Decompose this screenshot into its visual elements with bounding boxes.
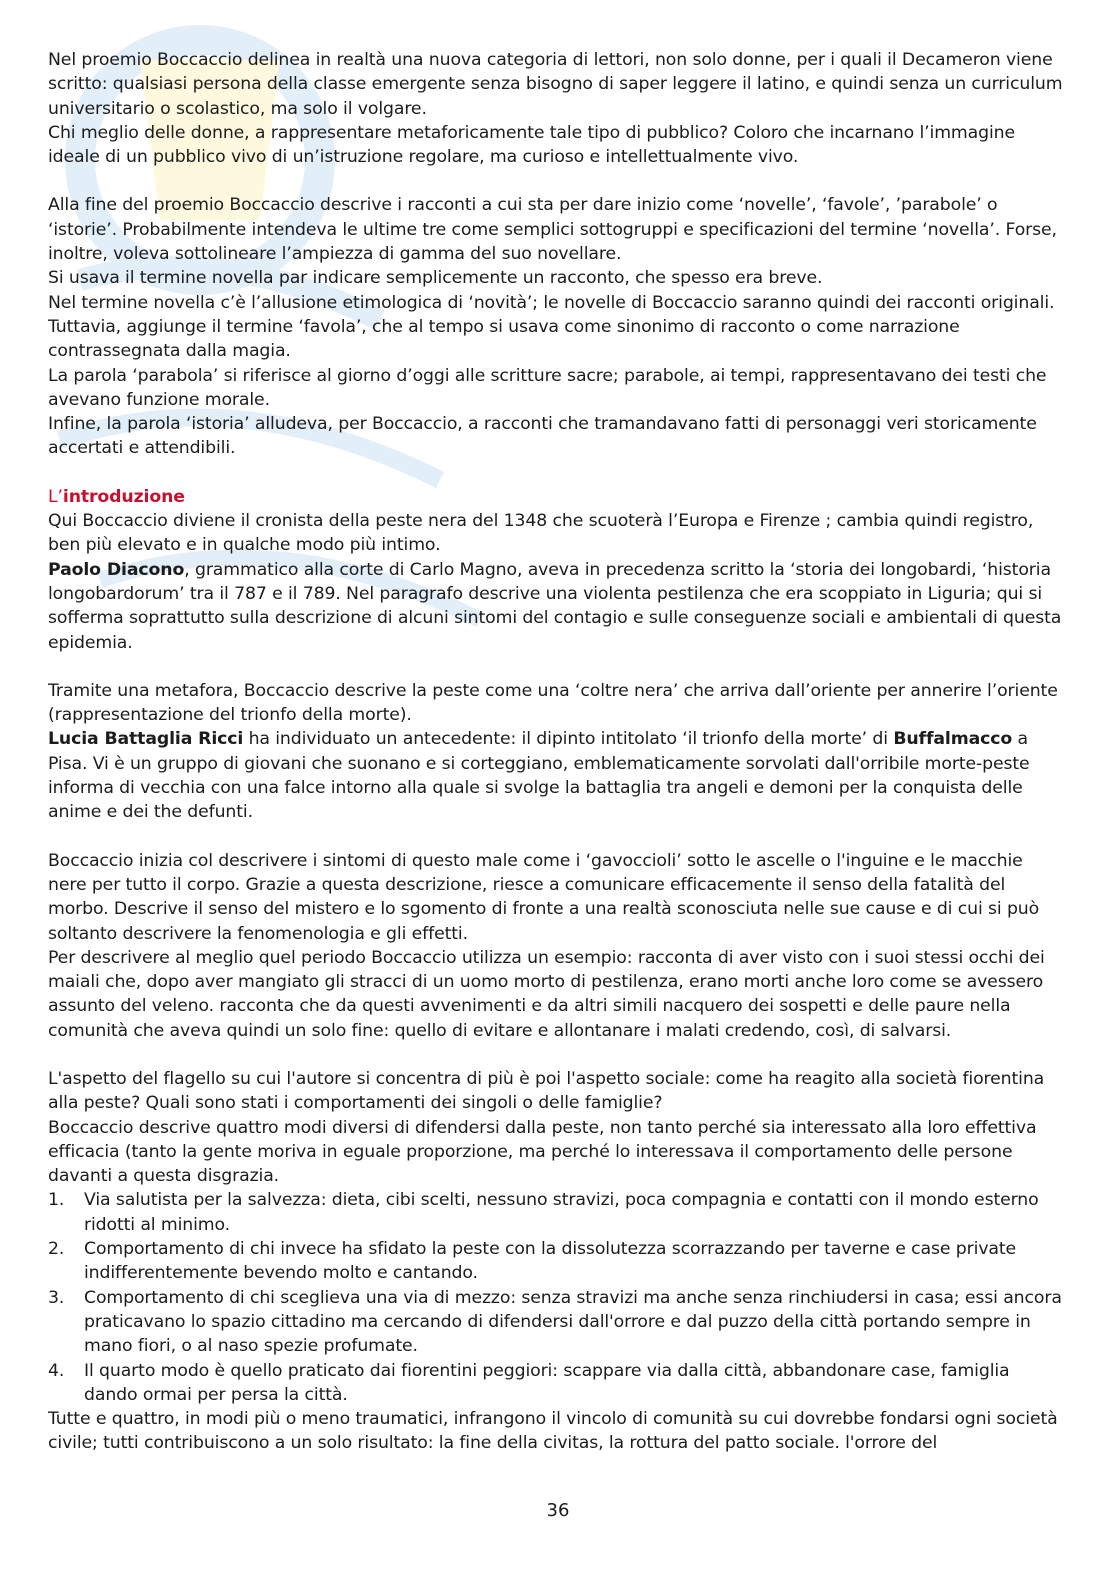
page-number: 36 bbox=[546, 1500, 570, 1521]
paragraph: Lucia Battaglia Ricci ha individuato un antecedente: il dipinto intitolato ‘il trionfo della morte’ di Buffalmacco a Pisa. Vi è un gruppo di giovani che suonano e si corteggiano, emblematicamente sorvolati dall'orribile morte-peste informa di vecchia con una falce intorno alla quale si svolge la battaglia tra angeli e demoni per la conquista delle anime e dei the defunti. bbox=[48, 729, 1030, 823]
paragraph: Boccaccio descrive quattro modi diversi di difendersi dalla peste, non tanto perché sia interessato alla loro effettiva efficacia (tanto la gente moriva in eguale proporzione, ma perché lo interessava il comportamento delle persone davanti a questa disgrazia. bbox=[48, 1117, 1037, 1187]
list-item: 3. Comportamento di chi sceglieva una via di mezzo: senza stravizi ma anche senza rinchiudersi in casa; essi ancora praticavano lo spazio cittadino ma cercando di difendersi dall'orrore e dal puzzo della città portando sempre in mano fiori, o al naso spezie profumate. bbox=[48, 1287, 1062, 1357]
paragraph: Tramite una metafora, Boccaccio descrive la peste come una ‘coltre nera’ che arriva dall’oriente per annerire l’oriente (rappresentazione del trionfo della morte). bbox=[48, 680, 1058, 726]
paragraph: Si usava il termine novella par indicare semplicemente un racconto, che spesso era breve. bbox=[48, 268, 823, 289]
list-item: 1. Via salutista per la salvezza: dieta, cibi scelti, nessuno stravizi, poca compagnia e contatti con il mondo esterno ridotti al minimo. bbox=[48, 1190, 1039, 1235]
list-item: 4. Il quarto modo è quello praticato dai fiorentini peggiori: scappare via dalla città, abbandonare case, famiglia dando ormai per persa la città. bbox=[48, 1360, 1010, 1405]
modes-list bbox=[48, 1188, 1064, 1407]
document-body bbox=[48, 48, 1064, 1456]
paragraph: Paolo Diacono, grammatico alla corte di Carlo Magno, aveva in precedenza scritto la ‘storia dei longobardi, ‘historia longobardorum’ tra il 787 e il 789. Nel paragrafo descrive una violenta pestilenza che era scoppiato in Liguria; qui si sofferma soprattutto sulla descrizione di alcuni sintomi del contagio e sulle conseguenze sociali e ambientali di questa epidemia. bbox=[48, 559, 1062, 653]
section-heading-text: introduzione bbox=[62, 486, 185, 507]
paragraph: La parola ‘parabola’ si riferisce al giorno d’oggi alle scritture sacre; parabole, ai tempi, rappresentavano dei testi che avevano funzione morale. bbox=[48, 365, 1047, 410]
author-name: Lucia Battaglia Ricci bbox=[48, 729, 244, 750]
section-heading bbox=[48, 485, 1064, 509]
paragraph: Alla fine del proemio Boccaccio descrive i racconti a cui sta per dare inizio come ‘novelle’, ‘favole’, ’parabole’ o ‘istorie’. Probabilmente intendeva le ultime tre come semplici sottogruppi e specificazioni del termine ‘novella’. Forse, inoltre, voleva sottolineare l’ampiezza di gamma del suo novellare. bbox=[48, 195, 1057, 265]
paragraph: Qui Boccaccio diviene il cronista della peste nera del 1348 che scuoterà l’Europa e Firenze ; cambia quindi registro, ben più elevato e in qualche modo più intimo. bbox=[48, 511, 1034, 556]
section-heading-initial: L’ bbox=[48, 486, 63, 507]
list-item: 2. Comportamento di chi invece ha sfidato la peste con la dissolutezza scorrazzando per taverne e case private indifferentemente bevendo molto e cantando. bbox=[48, 1239, 1017, 1284]
painter-name: Buffalmacco bbox=[893, 729, 1013, 750]
paragraph: L'aspetto del flagello su cui l'autore si concentra di più è poi l'aspetto sociale: come ha reagito alla società fiorentina alla peste? Quali sono stati i comportamenti dei singoli o delle famiglie? bbox=[48, 1068, 1045, 1114]
paragraph: Chi meglio delle donne, a rappresentare metaforicamente tale tipo di pubblico? Coloro che incarnano l’immagine ideale di un pubblico vivo di un’istruzione regolare, ma curioso e intellettualmente vivo. bbox=[48, 122, 1015, 168]
paragraph: Per descrivere al meglio quel periodo Boccaccio utilizza un esempio: racconta di aver visto con i suoi stessi occhi dei maiali che, dopo aver mangiato gli stracci di un uomo morto di pestilenza, erano morti anche loro come se avessero assunto del veleno. racconta che da questi avvenimenti e da altri simili nacquero dei sospetti e delle paure nella comunità che aveva quindi un solo fine: quello di evitare e allontanare i malati credendo, così, di salvarsi. bbox=[48, 947, 1045, 1041]
paragraph: Tutte e quattro, in modi più o meno traumatici, infrangono il vincolo di comunità su cui dovrebbe fondarsi ogni società civile; tutti contribuiscono a un solo risultato: la fine della civitas, la rottura del patto sociale. l'orrore del bbox=[48, 1409, 1058, 1454]
paragraph: Nel termine novella c’è l’allusione etimologica di ‘novità’; le novelle di Boccaccio saranno quindi dei racconti originali. Tuttavia, aggiunge il termine ‘favola’, che al tempo si usava come sinonimo di racconto o come narrazione contrassegnata dalla magia. bbox=[48, 292, 1055, 362]
paragraph: Boccaccio inizia col descrivere i sintomi di questo male come i ‘gavoccioli’ sotto le ascelle o l'inguine e le macchie nere per tutto il corpo. Grazie a questa descrizione, riesce a comunicare efficacemente il senso della fatalità del morbo. Descrive il senso del mistero e lo sgomento di fronte a una realtà sconosciuta nelle sue cause e di cui si può soltanto descrivere la fenomenologia e gli effetti. bbox=[48, 850, 1040, 944]
author-name: Paolo Diacono bbox=[48, 559, 185, 580]
paragraph: Nel proemio Boccaccio delinea in realtà una nuova categoria di lettori, non solo donne, per i quali il Decameron viene scritto: qualsiasi persona della classe emergente senza bisogno di saper leggere il latino, e quindi senza un curriculum universitario o scolastico, ma solo il volgare. bbox=[48, 50, 1063, 119]
paragraph: Infine, la parola ‘istoria’ alludeva, per Boccaccio, a racconti che tramandavano fatti di personaggi veri storicamente accertati e attendibili. bbox=[48, 414, 1037, 459]
